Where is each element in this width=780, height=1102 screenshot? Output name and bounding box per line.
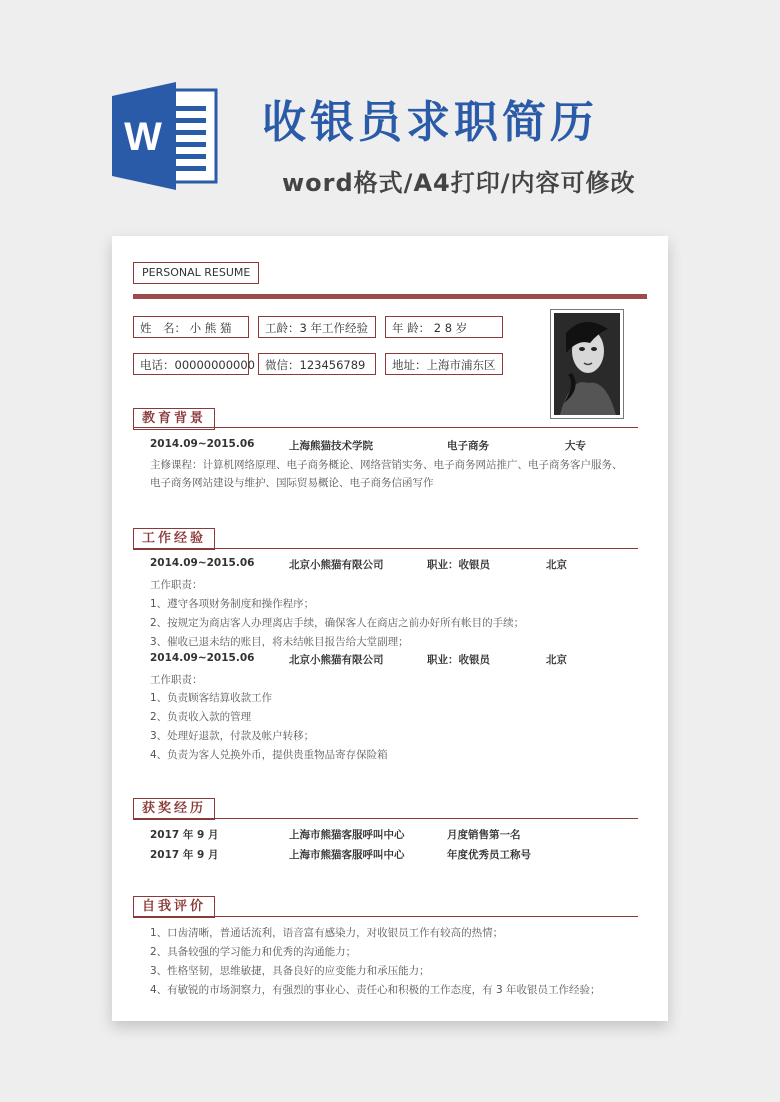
banner-subtitle: word格式/A4打印/内容可修改 xyxy=(282,169,636,197)
award-date: 2017 年 9 月 xyxy=(150,829,219,841)
info-work-age: 工龄：3 年工作经验 xyxy=(258,316,376,338)
job-company: 北京小熊猫有限公司 xyxy=(289,559,384,571)
work-title: 工作经验 xyxy=(133,528,215,550)
education-row xyxy=(150,438,630,456)
work-divider xyxy=(133,548,638,549)
job-period: 2014.09~2015.06 xyxy=(150,557,255,569)
job-duty-label: 工作职责： xyxy=(150,579,203,591)
info-age: 年 龄： 2 8 岁 xyxy=(385,316,503,338)
awards-divider xyxy=(133,818,638,819)
self-eval-item: 2、具备较强的学习能力和优秀的沟通能力； xyxy=(150,946,357,958)
job-position: 职业：收银员 xyxy=(427,654,490,666)
word-icon xyxy=(112,82,224,190)
job-duty: 3、催收已退未结的账目，将未结帐目报告给大堂副理； xyxy=(150,636,409,648)
award-org: 上海市熊猫客服呼叫中心 xyxy=(289,849,405,861)
job-row xyxy=(150,652,630,670)
awards-title: 获奖经历 xyxy=(133,798,215,820)
award-org: 上海市熊猫客服呼叫中心 xyxy=(289,829,405,841)
job-duty: 2、按规定为商店客人办理离店手续，确保客人在商店之前办好所有帐目的手续； xyxy=(150,617,525,629)
resume-page xyxy=(112,236,668,1021)
self-eval-item: 3、性格坚韧，思维敏捷，具备良好的应变能力和承压能力； xyxy=(150,965,430,977)
info-name: 姓 名： 小 熊 猫 xyxy=(133,316,249,338)
self-eval-item: 1、口齿清晰，普通话流利，语音富有感染力，对收银员工作有较高的热情； xyxy=(150,927,504,939)
education-title: 教育背景 xyxy=(133,408,215,430)
award-name: 年度优秀员工称号 xyxy=(447,849,531,861)
job-company: 北京小熊猫有限公司 xyxy=(289,654,384,666)
job-duty-label: 工作职责： xyxy=(150,674,203,686)
info-phone: 电话：00000000000 xyxy=(133,353,249,375)
personal-resume-tag: PERSONAL RESUME xyxy=(133,262,259,284)
self-eval-item: 4、有敏锐的市场洞察力，有强烈的事业心、责任心和积极的工作态度，有 3 年收银员工作经验； xyxy=(150,984,601,996)
education-courses-line1: 主修课程：计算机网络原理、电子商务概论、网络营销实务、电子商务网站推广、电子商务客户服务、 xyxy=(150,459,623,471)
word-icon-letter: W xyxy=(124,115,162,159)
job-city: 北京 xyxy=(546,559,567,571)
award-row xyxy=(150,827,630,845)
self-eval-divider xyxy=(133,916,638,917)
education-divider xyxy=(133,427,638,428)
award-date: 2017 年 9 月 xyxy=(150,849,219,861)
info-address: 地址：上海市浦东区 xyxy=(385,353,503,375)
award-name: 月度销售第一名 xyxy=(447,829,521,841)
job-city: 北京 xyxy=(546,654,567,666)
job-duty: 2、负责收入款的管理 xyxy=(150,711,252,723)
education-period: 2014.09~2015.06 xyxy=(150,438,255,450)
education-degree: 大专 xyxy=(565,440,586,452)
job-period: 2014.09~2015.06 xyxy=(150,652,255,664)
job-duty: 1、负责顾客结算收款工作 xyxy=(150,692,273,704)
job-duty: 1、遵守各项财务制度和操作程序； xyxy=(150,598,315,610)
header-divider xyxy=(133,294,647,299)
job-duty: 3、处理好退款，付款及帐户转移； xyxy=(150,730,315,742)
education-school: 上海熊猫技术学院 xyxy=(289,440,373,452)
award-row xyxy=(150,847,630,865)
education-major: 电子商务 xyxy=(447,440,489,452)
profile-photo xyxy=(550,309,624,419)
self-eval-title: 自我评价 xyxy=(133,896,215,918)
job-duty: 4、负责为客人兑换外币，提供贵重物品寄存保险箱 xyxy=(150,749,388,761)
job-row xyxy=(150,557,630,575)
job-position: 职业：收银员 xyxy=(427,559,490,571)
banner-title: 收银员求职简历 xyxy=(262,97,598,148)
education-courses-line2: 电子商务网站建设与维护、国际贸易概论、电子商务信函写作 xyxy=(150,477,434,489)
info-wechat: 微信：123456789 xyxy=(258,353,376,375)
